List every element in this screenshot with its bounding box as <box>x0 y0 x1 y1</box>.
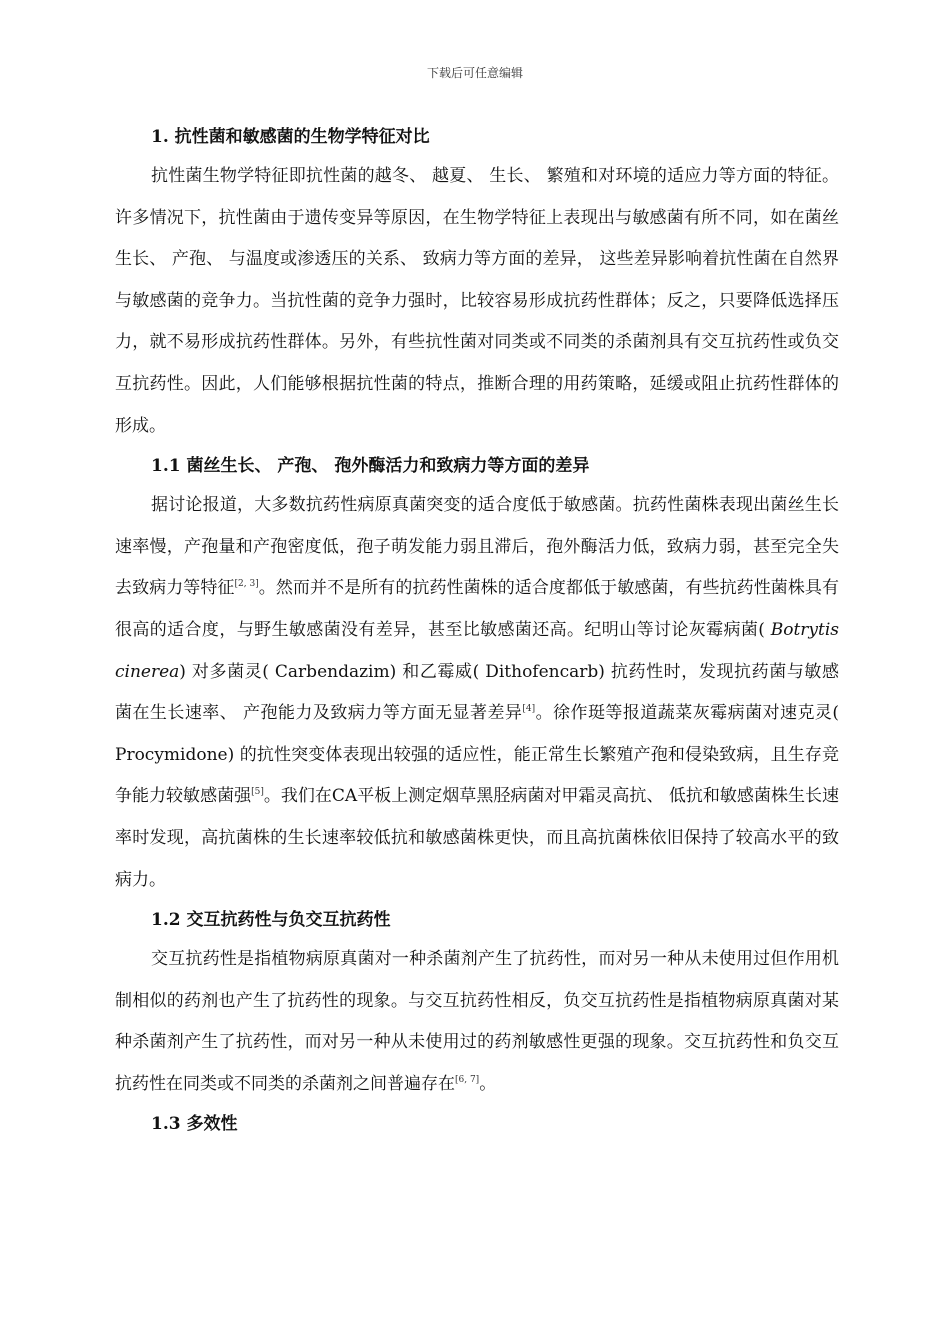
section-1-2-paragraph <box>115 939 839 1105</box>
text-run: 。徐作珽等报道蔬菜灰霉病菌对速克灵( Procymidone) 的抗性突变体表现出较强的适应性，能正常生长繁殖产孢和侵染致病，且生存竞争能力较敏感菌强 <box>115 703 840 807</box>
text-run: 。 <box>479 1073 497 1094</box>
section-heading-1-1: 1.1 菌丝生长、 产孢、 孢外酶活力和致病力等方面的差异 <box>151 456 590 477</box>
section-heading-1-3: 1.3 多效性 <box>151 1114 238 1135</box>
citation-ref: [6, 7] <box>455 1074 480 1085</box>
section-1-1-paragraph <box>115 485 839 901</box>
document-body <box>115 118 839 1143</box>
citation-ref: [4] <box>522 704 536 715</box>
citation-ref: [5] <box>251 787 264 798</box>
text-run: 交互抗药性是指植物病原真菌对一种杀菌剂产生了抗药性，而对另一种从未使用过但作用机制相似的药剂也产生了抗药性的现象。与交互抗药性相反，负交互抗药性是指植物病原真菌对某种杀菌剂产生了抗药性，而对另一种从未使用过的药剂敏感性更强的现象。交互抗药性和负交互抗药性在同类或不同类的杀菌剂之间普遍存在 <box>115 949 839 1094</box>
page-header: 下载后可任意编辑 <box>426 66 523 80</box>
section-1-paragraph: 抗性菌生物学特征即抗性菌的越冬、 越夏、 生长、 繁殖和对环境的适应力等方面的特征。许多情况下，抗性菌由于遗传变异等原因，在生物学特征上表现出与敏感菌有所不同，如在菌丝生长、 产孢、 与温度或渗透压的关系、 致病力等方面的差异， 这些差异影响着抗性菌在自然界与敏感菌的竞争力。当抗性菌的竞争力强时，比较容易形成抗药性群体；反之，只要降低选择压力，就不易形成抗药性群体。另外，有些抗性菌对同类或不同类的杀菌剂具有交互抗药性或负交互抗药性。因此，人们能够根据抗性菌的特点，推断合理的用药策略，延缓或阻止抗药性群体的形成。 <box>115 166 839 436</box>
section-heading-1-2: 1.2 交互抗药性与负交互抗药性 <box>151 910 391 931</box>
text-run: 。然而并不是所有的抗药性菌株的适合度都低于敏感菌，有些抗药性菌株具有很高的适合度，与野生敏感菌没有差异，甚至比敏感菌还高。纪明山等讨论灰霉病菌( <box>115 578 839 640</box>
citation-ref: [2, 3] <box>234 579 259 590</box>
text-run: 。我们在CA平板上测定烟草黑胫病菌对甲霜灵高抗、 低抗和敏感菌株生长速率时发现，高抗菌株的生长速率较低抗和敏感菌株更快，而且高抗菌株依旧保持了较高水平的致病力。 <box>115 786 840 890</box>
text-run: 据讨论报道，大多数抗药性病原真菌突变的适合度低于敏感菌。抗药性菌株表现出菌丝生长速率慢，产孢量和产孢密度低，孢子萌发能力弱且滞后，孢外酶活力低，致病力弱，甚至完全失去致病力等特征 <box>115 495 839 599</box>
text-run: ) 对多菌灵( Carbendazim) 和乙霉威( Dithofencarb) 抗药性时，发现抗药菌与敏感菌在生长速率、 产孢能力及致病力等方面无显著差异 <box>115 661 839 724</box>
species-name: Botrytis cinerea <box>115 619 839 682</box>
section-heading-1: 1. 抗性菌和敏感菌的生物学特征对比 <box>151 127 430 147</box>
